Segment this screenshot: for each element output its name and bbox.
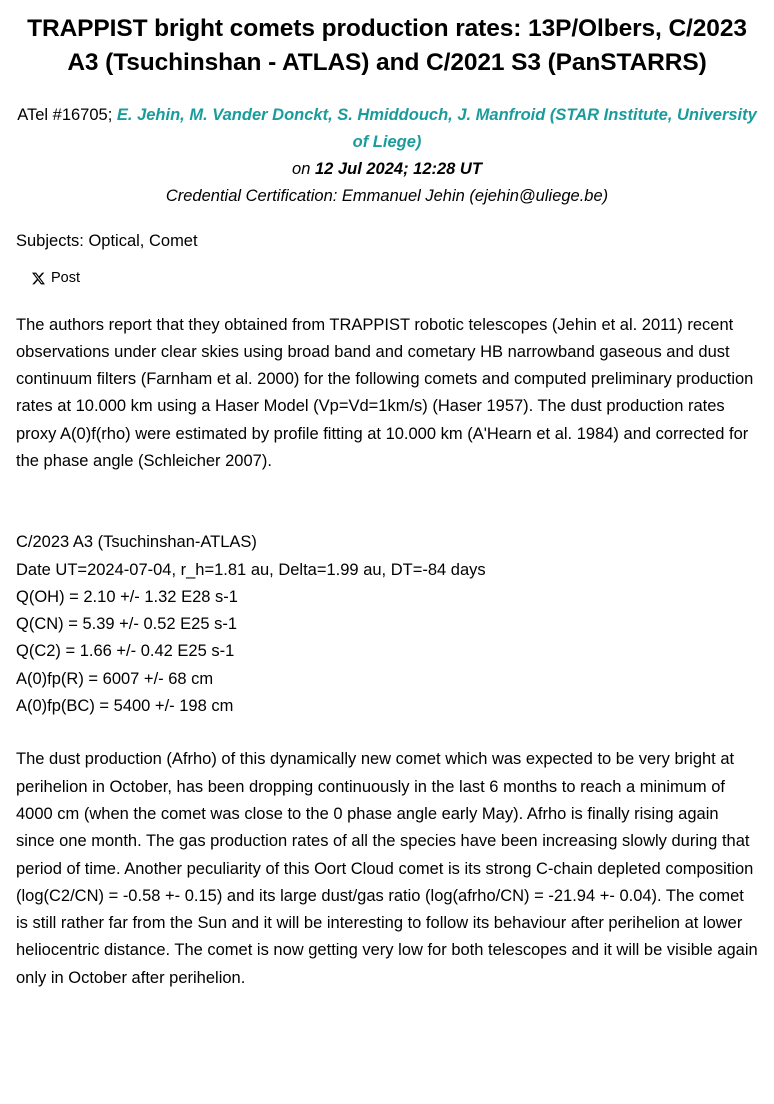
afp-bc-value: A(0)fp(BC) = 5400 +/- 198 cm bbox=[16, 697, 234, 716]
publication-date: 12 Jul 2024; 12:28 UT bbox=[315, 160, 482, 178]
post-button-label: Post bbox=[51, 270, 81, 286]
observation-parameters: Date UT=2024-07-04, r_h=1.81 au, Delta=1.99 au, DT=-84 days bbox=[16, 560, 486, 579]
date-prefix: on bbox=[292, 160, 311, 178]
q-cn-value: Q(CN) = 5.39 +/- 0.52 E25 s-1 bbox=[16, 615, 238, 634]
afp-r-value: A(0)fp(R) = 6007 +/- 68 cm bbox=[16, 669, 214, 688]
q-oh-value: Q(OH) = 2.10 +/- 1.32 E28 s-1 bbox=[16, 587, 238, 606]
comet-data-block bbox=[16, 529, 758, 720]
intro-paragraph: The authors report that they obtained from TRAPPIST robotic telescopes (Jehin et al. 2011) recent observations under clear skies using broad band and cometary HB narrowband gaseous and dust continuum filters (Farnham et al. 2000) for the following comets and computed preliminary production rates at 10.000 km using a Haser Model (Vp=Vd=1km/s) (Haser 1957). The dust production rates proxy A(0)f(rho) were estimated by profile fitting at 10.000 km (A'Hearn et al. 1984) and corrected for the phase angle (Schleicher 2007). bbox=[16, 315, 754, 470]
comet-name: C/2023 A3 (Tsuchinshan-ATLAS) bbox=[16, 533, 257, 552]
post-on-x-button[interactable] bbox=[32, 269, 80, 287]
authors-link[interactable]: E. Jehin, M. Vander Donckt, S. Hmiddouch, J. Manfroid (STAR Institute, University of Liege) bbox=[116, 106, 757, 151]
credential-certification: Credential Certification: Emmanuel Jehin (ejehin@uliege.be) bbox=[165, 187, 609, 205]
subjects-line: Subjects: Optical, Comet bbox=[16, 232, 198, 250]
x-logo-icon bbox=[32, 272, 45, 285]
publication-date-line bbox=[16, 156, 758, 183]
atel-number: ATel #16705; bbox=[17, 106, 113, 124]
byline bbox=[16, 102, 758, 210]
page-title: TRAPPIST bright comets production rates: 13P/Olbers, C/2023 A3 (Tsuchinshan - ATLAS) and C/2021 S3 (PanSTARRS) bbox=[27, 15, 747, 76]
q-c2-value: Q(C2) = 1.66 +/- 0.42 E25 s-1 bbox=[16, 642, 235, 661]
discussion-paragraph: The dust production (Afrho) of this dynamically new comet which was expected to be very bright at perihelion in October, has been dropping continuously in the last 6 months to reach a minimum of 4000 cm (when the comet was close to the 0 phase angle early May). Afrho is finally rising again since one month. The gas production rates of all the species have been increasing slowly during that period of time. Another peculiarity of this Oort Cloud comet is its strong C-chain depleted composition (log(C2/CN) = -0.58 +- 0.15) and its large dust/gas ratio (log(afrho/CN) = -21.94 +- 0.04). The comet is still rather far from the Sun and it will be interesting to follow its behaviour after perihelion at lower heliocentric distance. The comet is now getting very low for both telescopes and it will be visible again only in October after perihelion. bbox=[16, 750, 758, 987]
